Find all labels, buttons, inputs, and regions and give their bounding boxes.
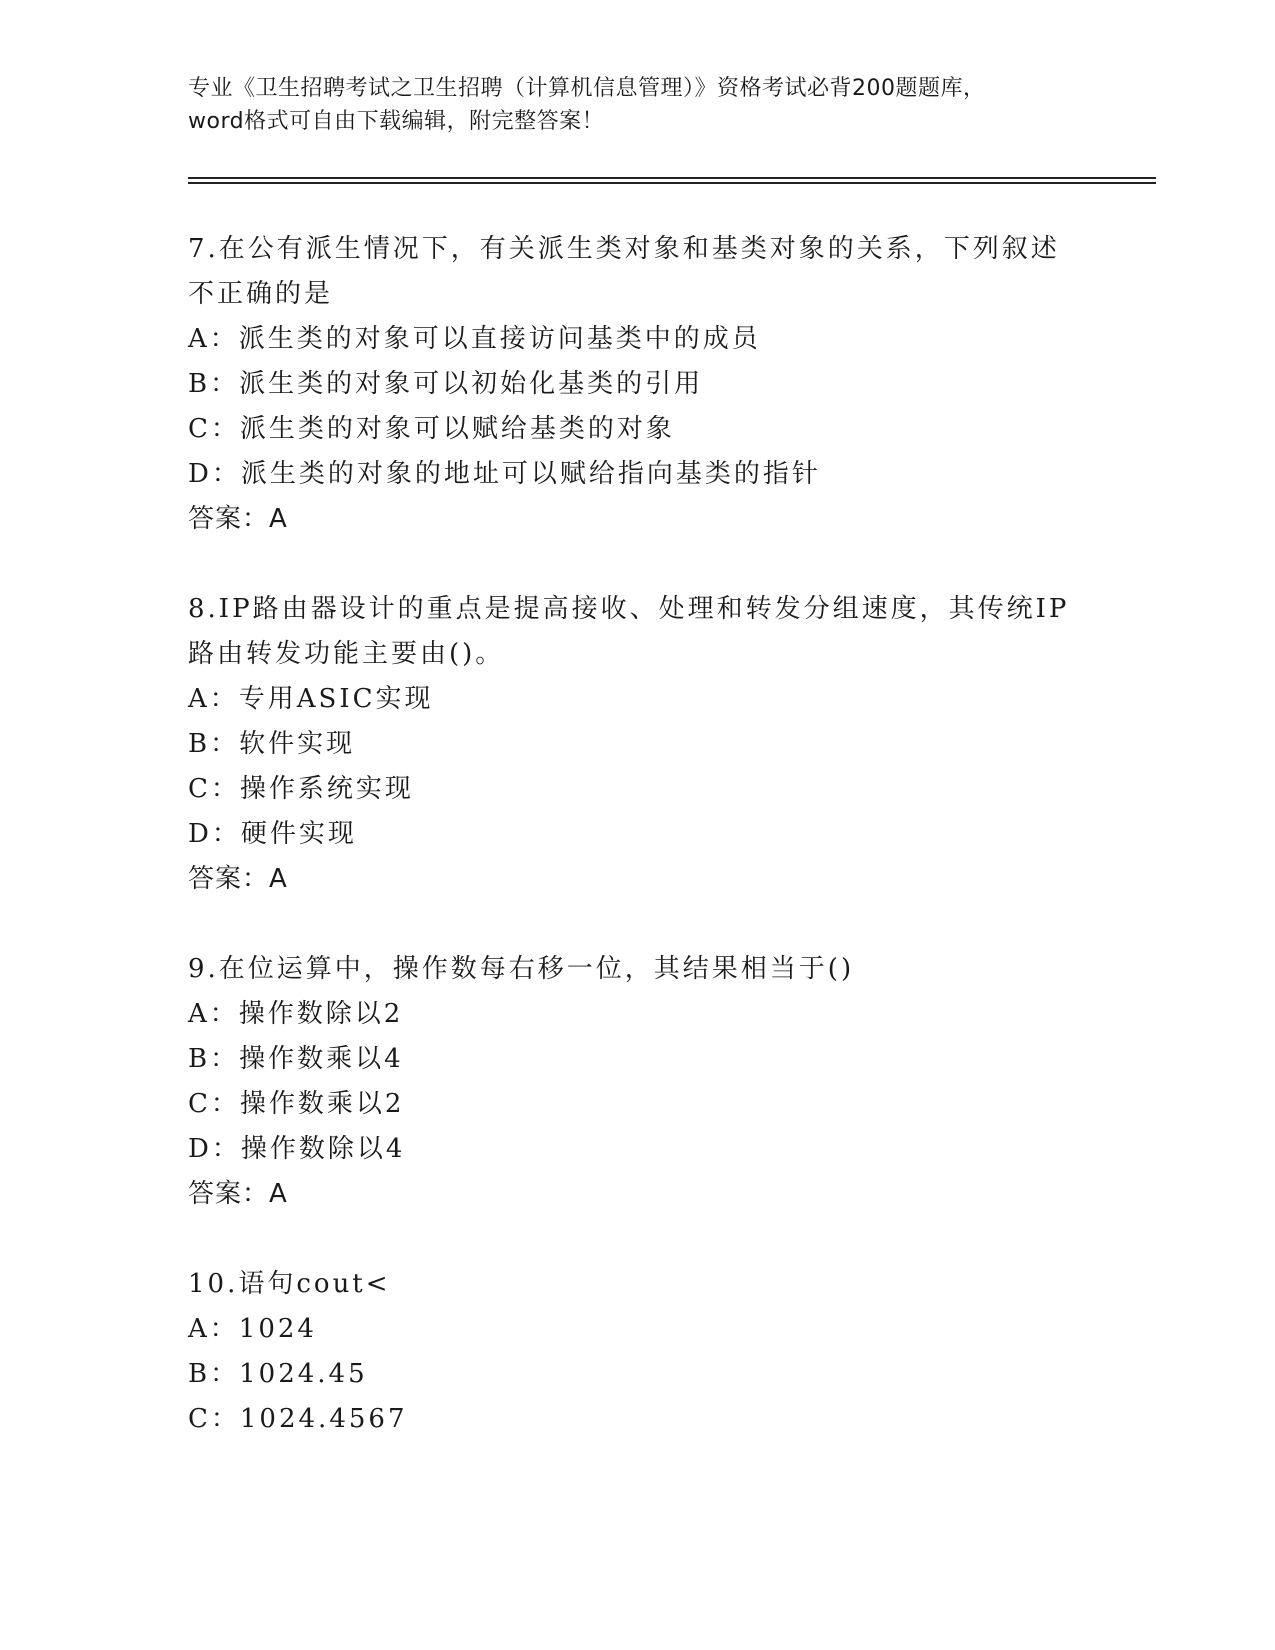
question-stem: 10.语句cout< — [188, 1269, 391, 1299]
answer: 答案：A — [188, 864, 288, 894]
answer: 答案：A — [188, 1179, 288, 1209]
option-d: D：操作数除以4 — [188, 1134, 406, 1164]
question-stem: 9.在位运算中，操作数每右移一位，其结果相当于() — [188, 954, 855, 984]
answer: 答案：A — [188, 504, 288, 534]
option-c: C：操作数乘以2 — [188, 1089, 405, 1119]
header-title-line-1: 专业《卫生招聘考试之卫生招聘（计算机信息管理）》资格考试必背200题题库， — [188, 76, 986, 101]
option-d: D：派生类的对象的地址可以赋给指向基类的指针 — [188, 459, 821, 489]
question-stem: 7.在公有派生情况下，有关派生类对象和基类对象的关系，下列叙述 — [188, 234, 1060, 264]
question-stem: 8.IP路由器设计的重点是提高接收、处理和转发分组速度，其传统IP — [188, 594, 1070, 624]
option-b: B：派生类的对象可以初始化基类的引用 — [188, 369, 704, 399]
question-stem: 路由转发功能主要由()。 — [188, 639, 505, 669]
document-header — [188, 72, 1088, 138]
question-stem: 不正确的是 — [188, 279, 334, 309]
option-b: B：1024.45 — [188, 1359, 368, 1389]
option-a: A：派生类的对象可以直接访问基类中的成员 — [188, 324, 761, 354]
option-b: B：操作数乘以4 — [188, 1044, 404, 1074]
option-c: C：派生类的对象可以赋给基类的对象 — [188, 414, 675, 444]
option-c: C：1024.4567 — [188, 1404, 408, 1434]
header-divider-top — [188, 177, 1156, 179]
option-a: A：专用ASIC实现 — [188, 684, 434, 714]
header-divider-bottom — [188, 182, 1156, 184]
option-d: D：硬件实现 — [188, 819, 357, 849]
header-title-line-2: word格式可自由下载编辑，附完整答案！ — [188, 109, 605, 134]
option-b: B：软件实现 — [188, 729, 356, 759]
option-c: C：操作系统实现 — [188, 774, 414, 804]
option-a: A：1024 — [188, 1314, 317, 1344]
option-a: A：操作数除以2 — [188, 999, 404, 1029]
